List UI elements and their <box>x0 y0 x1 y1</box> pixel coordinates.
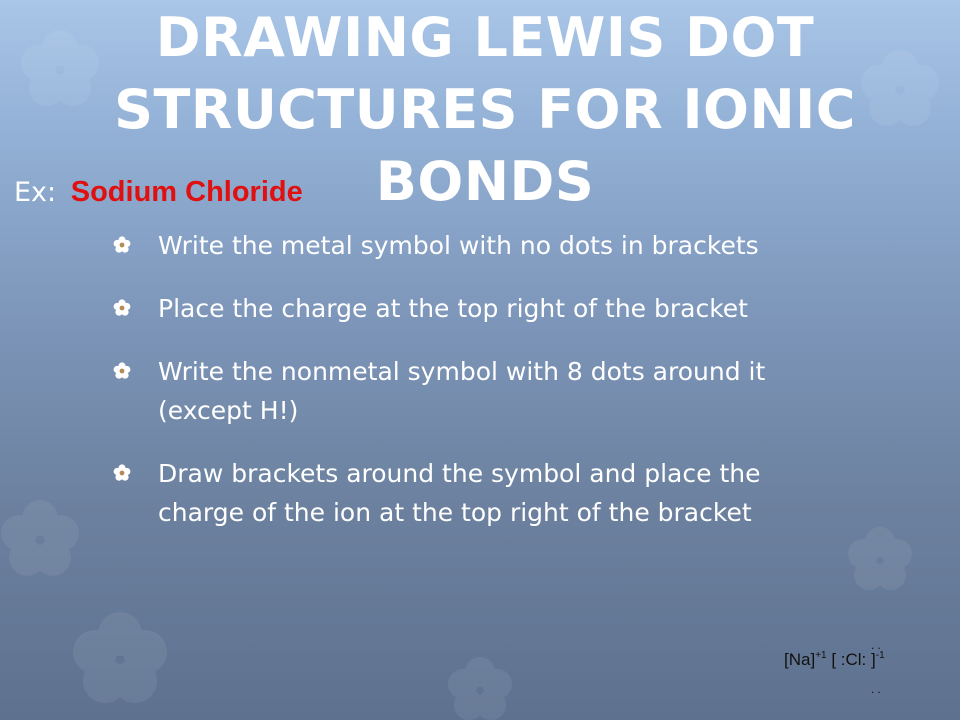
lewis-dots-bottom: .. <box>871 682 884 696</box>
example-prefix: Ex: <box>14 177 57 208</box>
bullet-list <box>110 226 850 556</box>
flower-bullet-icon <box>112 235 132 255</box>
title-line-1: DRAWING LEWIS DOT <box>155 6 815 69</box>
anion-symbol: [ :Cl: ] <box>831 650 876 669</box>
example-label <box>14 172 303 213</box>
cation-charge: +1 <box>815 650 827 661</box>
lewis-formula <box>784 646 885 670</box>
flower-bullet-icon <box>112 298 132 318</box>
bullet-item <box>110 352 850 430</box>
lewis-dots-top: .. <box>871 638 884 652</box>
title-line-2: STRUCTURES FOR IONIC <box>114 78 856 141</box>
anion-charge: -1 <box>875 650 885 661</box>
bullet-item <box>110 226 850 265</box>
cation-symbol: [Na] <box>784 650 816 669</box>
bullet-text: Write the nonmetal symbol with 8 dots around it (except H!) <box>158 357 766 425</box>
title-line-3: BONDS <box>375 150 595 213</box>
bullet-item <box>110 289 850 328</box>
example-compound: Sodium Chloride <box>70 176 303 208</box>
bullet-item <box>110 454 850 532</box>
bullet-text: Write the metal symbol with no dots in brackets <box>158 231 759 260</box>
bullet-text: Draw brackets around the symbol and place the charge of the ion at the top right of the bracket <box>158 459 761 527</box>
flower-bullet-icon <box>112 361 132 381</box>
bullet-text: Place the charge at the top right of the bracket <box>158 294 748 323</box>
flower-bullet-icon <box>112 463 132 483</box>
